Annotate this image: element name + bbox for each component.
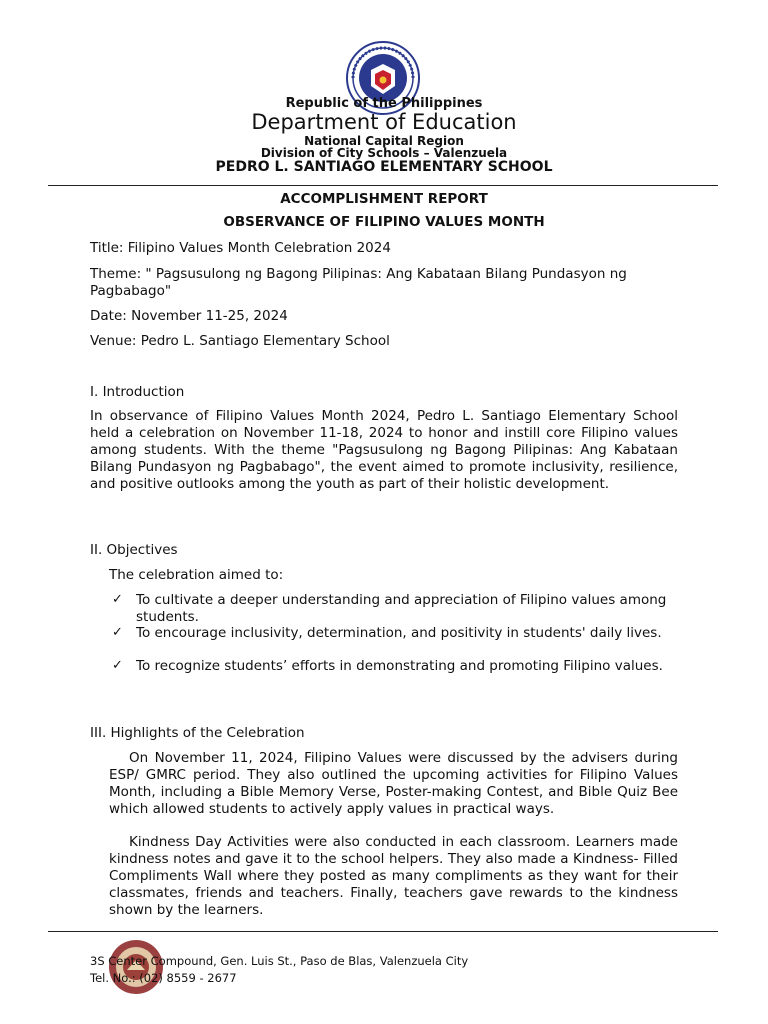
highlights-paragraph-2: Kindness Day Activities were also conducted in each classroom. Learners made kindness notes and gave it to the school helpers. They also made a Kindness- Filled Compliments Wall where they posted as many compliments as they want for their classmates, friends and teachers. Finally, teachers gave rewards to the kindness shown by the learners. — [109, 834, 678, 918]
highlights-heading: III. Highlights of the Celebration — [90, 725, 305, 741]
report-title: Title: Filipino Values Month Celebration 2024 — [90, 240, 391, 256]
footer-tel: Tel. No.: (02) 8559 - 2677 — [90, 971, 237, 985]
header-divider — [48, 185, 718, 186]
introduction-body: In observance of Filipino Values Month 2024, Pedro L. Santiago Elementary School held a celebration on November 11-18, 2024 to honor and instill core Filipino values among students. With the theme "Pagsusulong ng Bagong Pilipinas: Ang Kabataan Bilang Pundasyon ng Pagbabago", the event aimed to promote inclusivity, resilience, and positive outlooks among the youth as part of their holistic development. — [90, 408, 678, 492]
report-venue: Venue: Pedro L. Santiago Elementary School — [90, 333, 390, 349]
introduction-heading: I. Introduction — [90, 384, 185, 400]
report-date: Date: November 11-25, 2024 — [90, 308, 288, 324]
checkmark-icon: ✓ — [112, 625, 123, 640]
footer-address: 3S Center Compound, Gen. Luis St., Paso de Blas, Valenzuela City — [90, 954, 469, 968]
header-country: Republic of the Philippines — [285, 96, 483, 111]
report-theme: Theme: " Pagsusulong ng Bagong Pilipinas: Ang Kabataan Bilang Pundasyon ng Pagbabago" — [90, 266, 627, 299]
header-division: Division of City Schools – Valenzuela — [260, 146, 508, 160]
objectives-heading: II. Objectives — [90, 542, 178, 558]
header-region: National Capital Region — [304, 134, 464, 148]
header-department: Department of Education — [251, 110, 517, 134]
checkmark-icon: ✓ — [112, 592, 123, 607]
objective-item: To recognize students’ efforts in demonstrating and promoting Filipino values. — [136, 658, 663, 674]
footer-divider — [48, 931, 718, 932]
header-school: PEDRO L. SANTIAGO ELEMENTARY SCHOOL — [215, 159, 553, 175]
report-heading: ACCOMPLISHMENT REPORT — [280, 191, 488, 207]
report-subheading: OBSERVANCE OF FILIPINO VALUES MONTH — [223, 214, 545, 230]
highlights-paragraph-1: On November 11, 2024, Filipino Values were discussed by the advisers during ESP/ GMRC period. They also outlined the upcoming activities for Filipino Values Month, including a Bible Memory Verse, Poster-making Contest, and Bible Quiz Bee which allowed students to actively apply values in practical ways. — [109, 750, 678, 817]
checkmark-icon: ✓ — [112, 658, 123, 673]
objective-item: To encourage inclusivity, determination, and positivity in students' daily lives. — [136, 625, 662, 641]
objective-item: To cultivate a deeper understanding and appreciation of Filipino values among students. — [136, 592, 667, 625]
objectives-lead: The celebration aimed to: — [109, 567, 284, 583]
